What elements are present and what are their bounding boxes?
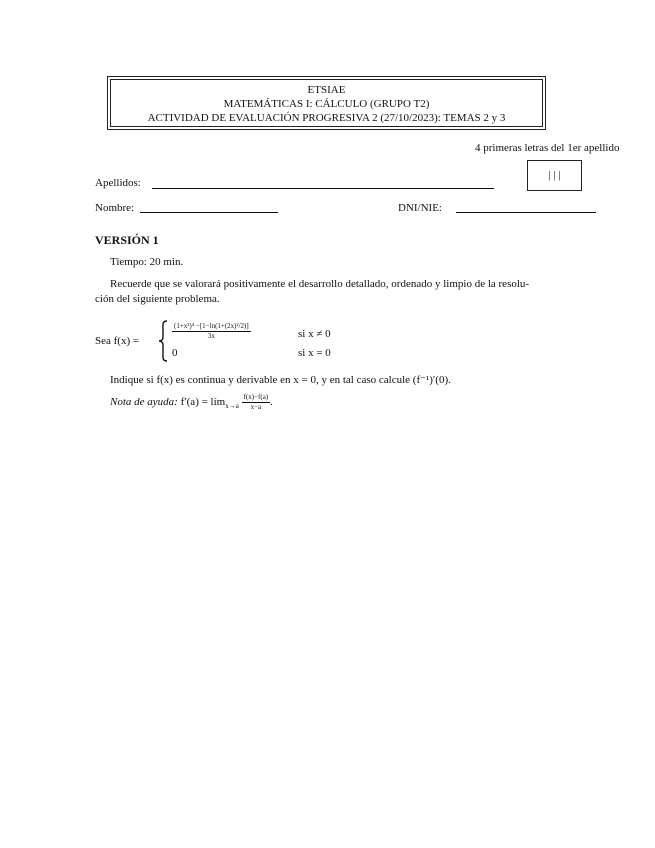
- brace-symbol: [158, 320, 168, 362]
- surname-label: Apellidos:: [95, 177, 141, 189]
- question-text: Indique si f(x) es continua y derivable en x = 0, y en tal caso calcule (f⁻¹)′(0).: [110, 374, 451, 386]
- header-school: ETSIAE: [307, 84, 346, 96]
- letters-label: 4 primeras letras del 1er apellido: [475, 142, 620, 154]
- case-2-condition: si x = 0: [298, 347, 331, 359]
- hint-label: Nota de ayuda:: [110, 396, 178, 409]
- instructions-line-2: ción del siguiente problema.: [95, 293, 220, 305]
- name-label: Nombre:: [95, 202, 135, 214]
- header-box: [107, 76, 546, 130]
- surname-field[interactable]: [152, 188, 494, 189]
- hint-subscript: x→a: [225, 402, 239, 411]
- header-activity: ACTIVIDAD DE EVALUACIÓN PROGRESIVA 2 (27/10/2023): TEMAS 2 y 3: [147, 112, 506, 124]
- version-title: VERSIÓN 1: [95, 233, 159, 247]
- hint-numerator: f(x)−f(a): [243, 393, 269, 401]
- dni-label: DNI/NIE:: [398, 202, 442, 214]
- case-1-condition: si x ≠ 0: [298, 328, 331, 340]
- header-course: MATEMÁTICAS I: CÁLCULO (GRUPO T2): [223, 98, 430, 110]
- name-field[interactable]: [140, 212, 278, 213]
- denominator: 3x: [207, 332, 215, 340]
- case-2-value: 0: [172, 347, 178, 359]
- hint-denominator: x−a: [250, 403, 262, 411]
- hint-formula: f′(a) = lím: [180, 396, 226, 409]
- time-text: Tiempo: 20 min.: [110, 256, 184, 268]
- letters-box-dividers: | | |: [548, 169, 561, 181]
- case-1-expression: [172, 322, 251, 341]
- function-label: Sea f(x) =: [95, 335, 140, 347]
- dni-field[interactable]: [456, 212, 596, 213]
- instructions-line-1: Recuerde que se valorará positivamente el desarrollo detallado, ordenado y limpio de la resolu-: [110, 278, 530, 290]
- hint: Nota de ayuda: f′(a) = lím$_{x\to a}$ $\frac{f(x)-f(a)}{x-a}$ .: [110, 393, 273, 411]
- letters-box[interactable]: [527, 160, 582, 191]
- numerator: (1+x²)⁴ −[1−ln(1+(2x)²/2)]: [174, 322, 249, 330]
